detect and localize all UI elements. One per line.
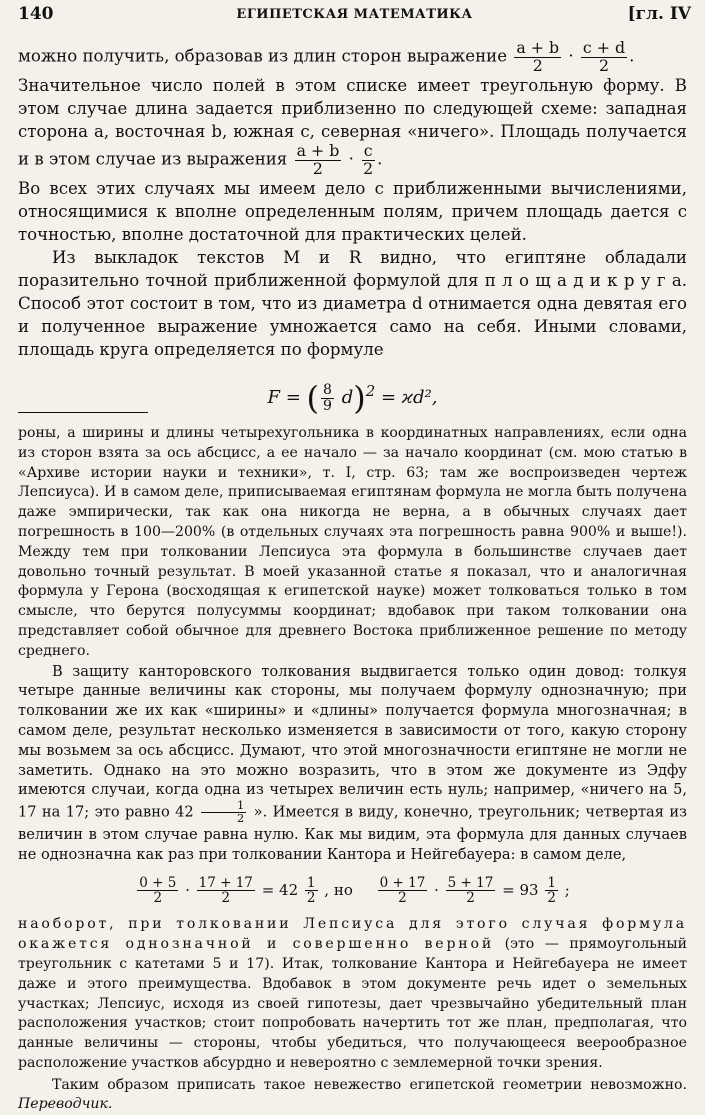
frac-0-plus-17 <box>378 876 428 905</box>
frac-num: 0 + 17 <box>379 874 426 891</box>
frac-den: 9 <box>323 397 332 414</box>
translator-signature: Переводчик. <box>18 1096 113 1113</box>
formula-var: d <box>341 387 354 409</box>
note-paragraph-2 <box>18 662 687 865</box>
frac-den: 2 <box>547 890 556 907</box>
p1-end: . <box>629 46 635 66</box>
frac-den: 2 <box>221 890 231 907</box>
open-paren: ( <box>306 379 320 418</box>
frac-num: a + b <box>516 38 560 57</box>
spaced-emphasis: наоборот, при толковании Лепсиуса для этого случая формула окажется однозначной и совершенно верной <box>18 916 687 953</box>
note-4-text: Таким образом приписать такое невежество египетской геометрии невозможно. <box>52 1076 687 1093</box>
footnote-divider <box>18 412 148 413</box>
mult-dot: · <box>434 880 439 899</box>
frac-5-plus-17 <box>446 876 496 905</box>
fraction-c-over-2 <box>361 143 375 177</box>
frac-den: 2 <box>466 890 475 907</box>
note-paragraph-4 <box>18 1076 687 1115</box>
mult-dot: · <box>348 149 354 169</box>
fraction-a-plus-b-over-2 <box>514 40 561 74</box>
running-title: ЕГИПЕТСКАЯ МАТЕМАТИКА <box>236 7 473 22</box>
frac-num: c <box>363 141 373 161</box>
separator-no: , но <box>324 880 353 899</box>
frac-num: 0 + 5 <box>139 874 177 891</box>
fraction-c-plus-d-over-2 <box>581 40 627 74</box>
paragraph-4: Из выкладок текстов M и R видно, что египтяне обладали поразительно точной приближенной формулой для п л о щ а д и к р у г а. Способ этот состоит в том, что из диаметра d отнимается одна девятая его и полученное выражение умножается само на себя. Иными словами, площадь круга определяется по формуле <box>18 248 687 360</box>
frac-den: 2 <box>237 811 245 826</box>
paragraph-2 <box>18 74 687 177</box>
frac-num: 1 <box>306 874 316 891</box>
note-paragraph-3 <box>18 915 687 1073</box>
frac-den: 2 <box>363 158 374 178</box>
frac-num: 8 <box>323 381 332 398</box>
note-2-text-b: ». Имеется в виду, конечно, треугольник; четвертая из величин в этом случае равна нулю. Как мы видим, эта формула для данных случаев не однозначна как раз при толковании Кантора и Нейгебауера: в самом деле, <box>18 803 688 863</box>
running-header <box>18 4 691 30</box>
page-number: 140 <box>18 4 54 24</box>
p1-text: можно получить, образовав из длин сторон выражение <box>18 46 508 66</box>
frac-num: 5 + 17 <box>447 874 494 891</box>
formula-exponent: 2 <box>365 382 376 401</box>
close-paren: ) <box>353 379 366 418</box>
frac-num: c + d <box>582 38 626 57</box>
eq-end: ; <box>564 880 570 899</box>
comparison-equation <box>18 875 687 906</box>
frac-num: a + b <box>296 141 340 161</box>
p2-text: Значительное число полей в этом списке имеет треугольную форму. В этом случае длина задается приблизенно по следующей схеме: западная сторона a, восточная b, южная c, северная «ничего». Площадь получается и в этом случае из выражения <box>18 76 687 169</box>
note-paragraph-1: роны, а ширины и длины четырехугольника в координатных направлениях, если одна из сторон взята за ось абсцисс, а ее начало — за начало координат (см. мою статью в «Архиве истории науки и техники», т. I, стр. 63; там же воспроизведен чертеж Лепсиуса). И в самом деле, приписываемая египтянам формула не могла быть получена даже эмпирически, так как она никогда не верна, а в обычных случаях дает погрешность в 100—200% (в отдельных случаях эта погрешность равна 900% и выше!). Между тем при толковании Лепсиуса эта формула в большинстве случаев дает довольно точный результат. В моей указанной статье я показал, что и аналогичная формула у Герона (восходящая к египетской науке) может толковаться только в том смысле, что берутся полусуммы координат; вдобавок при таком толковании она представляет собой обычное для древнего Востока приближенное решение по методу среднего. <box>18 425 687 659</box>
frac-0-plus-5 <box>137 876 178 905</box>
chapter-label: [гл. IV <box>627 4 691 24</box>
frac-num: 1 <box>201 800 246 813</box>
frac-den: 2 <box>306 890 316 907</box>
formula-rhs: = ϰd², <box>380 387 438 409</box>
frac-den: 2 <box>153 890 163 907</box>
fraction-a-plus-b-over-2 <box>295 143 342 177</box>
result-42: = 42 <box>261 880 299 899</box>
formula-lhs: F = <box>267 387 301 409</box>
mult-dot: · <box>568 46 574 66</box>
paragraph-1 <box>18 40 687 74</box>
frac-den: 2 <box>398 890 407 907</box>
mult-dot: · <box>185 880 190 899</box>
frac-den: 2 <box>532 55 543 75</box>
note-2-text-a: В защиту канторовского толкования выдвигается только один довод: толкуя четыре данные величины как стороны, мы получаем формулу однозначную; при толковании же их как «ширины» и «длины» получается формула многозначная; в самом деле, результат несколько изменяется в зависимости от того, какую сторону мы возьмем за ось абсцисс. Думают, что этой многозначности египтяне не могли не заметить. Однако на это можно возразить, что в этом же документе из Эдфу имеются случаи, когда одна из четырех величин есть нуль; например, «ничего на 5, 17 на 17; это равно 42 <box>18 662 687 821</box>
fraction-half <box>201 800 246 825</box>
footnotes <box>18 424 687 1115</box>
frac-num: 1 <box>547 874 556 891</box>
frac-num: 17 + 17 <box>198 874 253 891</box>
note-3-rest: (это — прямоугольный треугольник с катетами 5 и 17). Итак, толкование Кантора и Нейгебауера не имеет даже и этого преимущества. Вдобавок в этом документе речь идет о земельных участках; Лепсиус, исходя из своей гипотезы, дает чрезвычайно убедительный план расположения участков; стоит попробовать начертить тот же план, предполагая, что данные величины — стороны, чтобы убедиться, что получающееся веерообразное расположение участков абсурдно и невероятно с землемерной точки зрения. <box>18 936 687 1071</box>
frac-den: 2 <box>598 55 610 75</box>
frac-den: 2 <box>312 158 323 178</box>
main-text <box>18 40 687 422</box>
fraction-half <box>305 876 318 905</box>
p2-end: . <box>377 149 383 169</box>
paragraph-3: Во всех этих случаях мы имеем дело с приближенными вычислениями, относящимися к вполне определенным полям, причем площадь дается с точностью, вполне достаточной для практических целей. <box>18 179 687 245</box>
fraction-8-over-9 <box>321 383 334 413</box>
fraction-half <box>545 876 558 905</box>
circle-area-formula <box>18 373 687 416</box>
frac-17-plus-17 <box>197 876 255 905</box>
result-93: = 93 <box>502 880 539 899</box>
